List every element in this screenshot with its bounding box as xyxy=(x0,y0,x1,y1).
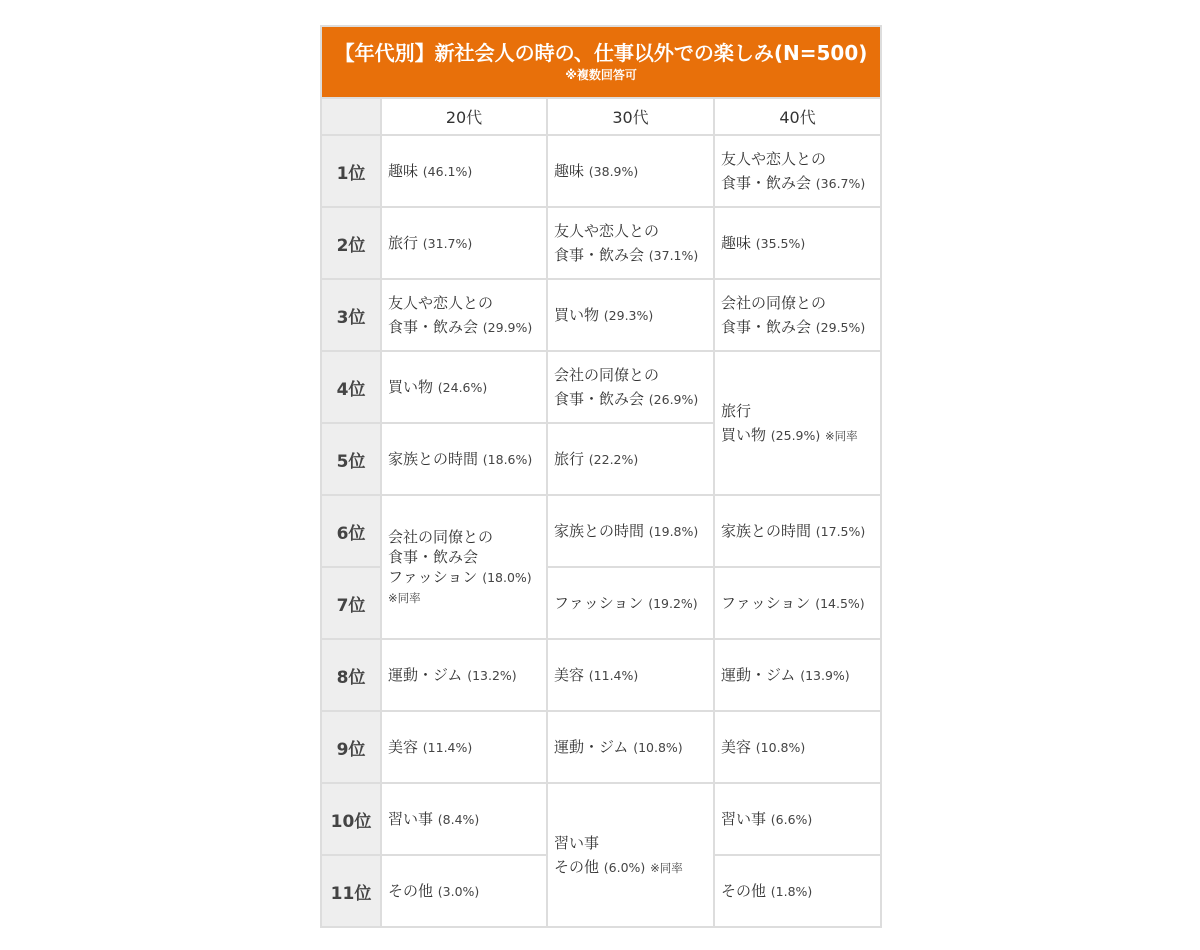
item-percent: (8.4%) xyxy=(437,811,480,827)
table-cell xyxy=(381,207,547,279)
table-cell xyxy=(381,135,547,207)
item-percent: (1.8%) xyxy=(770,883,813,899)
item-label: 習い事 xyxy=(721,809,767,828)
table-cell xyxy=(547,639,714,711)
table-cell xyxy=(381,639,547,711)
item-label: 買い物 xyxy=(388,377,434,396)
item-label: ファッション xyxy=(554,593,644,612)
table-row xyxy=(321,711,881,783)
item-percent: (6.0%) xyxy=(603,859,646,875)
item-percent: (38.9%) xyxy=(588,163,639,179)
table-cell xyxy=(547,783,714,927)
item-label-line: 友人や恋人との xyxy=(721,149,827,168)
item-label: 美容 xyxy=(554,665,585,684)
item-percent: (25.9%) xyxy=(770,427,821,443)
table-cell xyxy=(714,207,881,279)
corner-cell xyxy=(321,98,381,135)
table-cell xyxy=(714,711,881,783)
item-percent: (24.6%) xyxy=(437,379,488,395)
item-label: 趣味 xyxy=(388,161,419,180)
table-row xyxy=(321,135,881,207)
rank-label: 6位 xyxy=(321,495,381,567)
item-label: 趣味 xyxy=(554,161,585,180)
item-percent: (19.2%) xyxy=(648,595,698,611)
table-cell xyxy=(547,711,714,783)
table-cell xyxy=(381,855,547,927)
rank-label: 3位 xyxy=(321,279,381,351)
item-label-line: 会社の同僚との xyxy=(721,293,827,312)
item-percent: (11.4%) xyxy=(588,667,639,683)
item-label: 食事・飲み会 xyxy=(388,317,479,336)
tie-note: ※同率 xyxy=(388,590,421,605)
item-label: 旅行 xyxy=(388,233,419,252)
item-percent: (29.9%) xyxy=(482,319,533,335)
table-cell xyxy=(547,279,714,351)
table-row xyxy=(321,495,881,567)
rank-label: 8位 xyxy=(321,639,381,711)
table-cell xyxy=(381,711,547,783)
item-percent: (11.4%) xyxy=(422,739,473,755)
item-label: ファッション xyxy=(721,593,811,612)
header-row xyxy=(321,98,881,135)
item-label: 食事・飲み会 xyxy=(721,173,812,192)
table-cell xyxy=(381,783,547,855)
item-percent: (22.2%) xyxy=(588,451,639,467)
table-row xyxy=(321,639,881,711)
tie-note: ※同率 xyxy=(825,428,858,443)
column-header-30s: 30代 xyxy=(547,98,714,135)
item-label: 美容 xyxy=(721,737,752,756)
item-percent: (19.8%) xyxy=(648,523,699,539)
table-cell xyxy=(714,567,881,639)
item-label-line: 会社の同僚との xyxy=(554,365,660,384)
item-percent: (10.8%) xyxy=(755,739,806,755)
item-percent: (46.1%) xyxy=(422,163,473,179)
item-label: その他 xyxy=(721,881,767,900)
tie-note: ※同率 xyxy=(650,860,683,875)
item-label: 運動・ジム xyxy=(554,737,629,756)
rank-label: 11位 xyxy=(321,855,381,927)
item-label: その他 xyxy=(388,881,434,900)
table-cell xyxy=(714,135,881,207)
item-percent: (36.7%) xyxy=(815,175,866,191)
table-cell xyxy=(714,855,881,927)
item-label: 旅行 xyxy=(554,449,585,468)
table-row xyxy=(321,783,881,855)
item-label: ファッション xyxy=(388,567,478,586)
item-percent: (26.9%) xyxy=(648,391,699,407)
item-label: 食事・飲み会 xyxy=(554,389,645,408)
item-percent: (14.5%) xyxy=(815,595,865,611)
table-cell xyxy=(547,423,714,495)
item-label: 趣味 xyxy=(721,233,752,252)
table-cell xyxy=(714,495,881,567)
item-label: その他 xyxy=(554,857,600,876)
table-cell xyxy=(714,351,881,495)
item-label: 運動・ジム xyxy=(721,665,796,684)
table-cell xyxy=(714,639,881,711)
item-label-line: 旅行 xyxy=(721,401,752,420)
table-cell xyxy=(714,783,881,855)
table-cell xyxy=(547,135,714,207)
item-percent: (37.1%) xyxy=(648,247,699,263)
table-cell xyxy=(547,207,714,279)
rank-label: 5位 xyxy=(321,423,381,495)
item-label-line: 友人や恋人との xyxy=(554,221,660,240)
item-percent: (18.0%) xyxy=(482,569,532,585)
rank-label: 7位 xyxy=(321,567,381,639)
item-percent: (3.0%) xyxy=(437,883,480,899)
rank-label: 9位 xyxy=(321,711,381,783)
table-row xyxy=(321,279,881,351)
table-row xyxy=(321,351,881,423)
rank-label: 10位 xyxy=(321,783,381,855)
table-cell xyxy=(547,351,714,423)
item-percent: (29.3%) xyxy=(603,307,654,323)
item-percent: (18.6%) xyxy=(482,451,533,467)
item-label: 運動・ジム xyxy=(388,665,463,684)
table-cell xyxy=(381,279,547,351)
item-label: 買い物 xyxy=(721,425,767,444)
item-label: 美容 xyxy=(388,737,419,756)
column-header-40s: 40代 xyxy=(714,98,881,135)
title-sub: ※複数回答可 xyxy=(565,68,637,82)
table-cell xyxy=(381,423,547,495)
item-label: 家族との時間 xyxy=(721,521,812,540)
rank-label: 1位 xyxy=(321,135,381,207)
item-label-line: 食事・飲み会 xyxy=(388,547,479,566)
item-label: 家族との時間 xyxy=(554,521,645,540)
item-label: 習い事 xyxy=(388,809,434,828)
item-percent: (29.5%) xyxy=(815,319,866,335)
item-percent: (13.9%) xyxy=(800,667,850,683)
item-percent: (17.5%) xyxy=(815,523,866,539)
ranking-table xyxy=(320,25,882,928)
item-percent: (10.8%) xyxy=(633,739,683,755)
table-title xyxy=(321,26,881,98)
item-label: 家族との時間 xyxy=(388,449,479,468)
title-main: 【年代別】新社会人の時の、仕事以外での楽しみ(N=500) xyxy=(334,41,868,65)
column-header-20s: 20代 xyxy=(381,98,547,135)
title-row xyxy=(321,26,881,98)
table-cell xyxy=(714,279,881,351)
table-cell xyxy=(547,495,714,567)
item-label-line: 習い事 xyxy=(554,833,600,852)
table-cell xyxy=(547,567,714,639)
item-percent: (35.5%) xyxy=(755,235,806,251)
item-label-line: 友人や恋人との xyxy=(388,293,494,312)
item-percent: (13.2%) xyxy=(467,667,517,683)
item-label-line: 会社の同僚との xyxy=(388,527,494,546)
item-label: 買い物 xyxy=(554,305,600,324)
item-label: 食事・飲み会 xyxy=(721,317,812,336)
table-row xyxy=(321,207,881,279)
item-label: 食事・飲み会 xyxy=(554,245,645,264)
rank-label: 4位 xyxy=(321,351,381,423)
table-cell xyxy=(381,495,547,639)
item-percent: (31.7%) xyxy=(422,235,473,251)
rank-label: 2位 xyxy=(321,207,381,279)
table-cell xyxy=(381,351,547,423)
item-percent: (6.6%) xyxy=(770,811,813,827)
